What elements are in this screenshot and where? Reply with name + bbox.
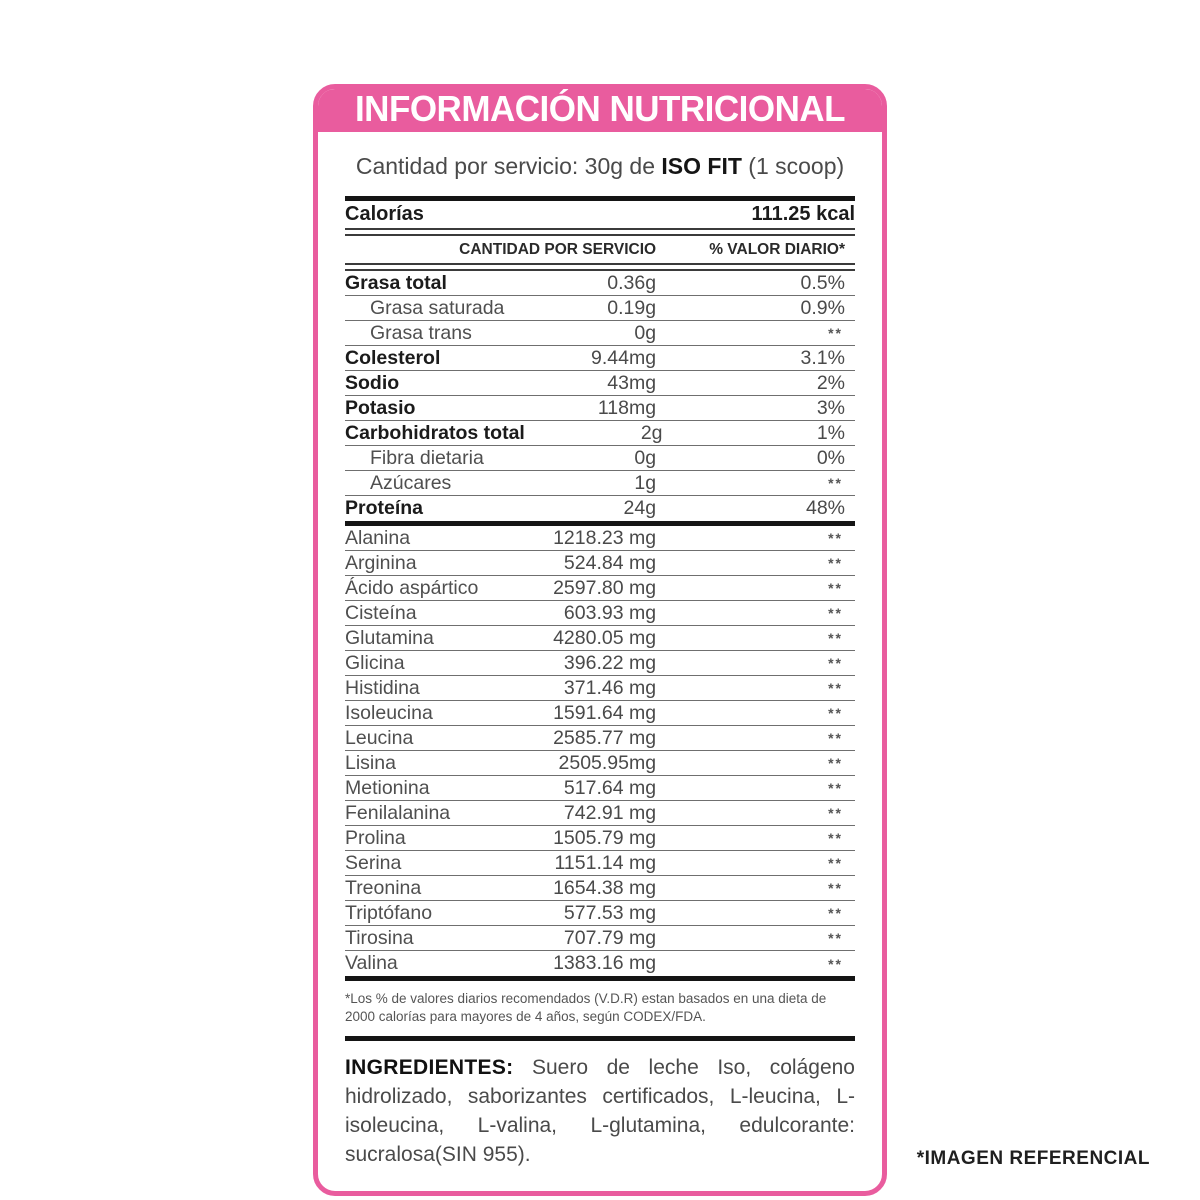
row-amount: 0g bbox=[634, 321, 657, 344]
reference-image-note: *IMAGEN REFERENCIAL bbox=[916, 1148, 1150, 1169]
row-label: Sodio bbox=[345, 371, 400, 394]
page-title: INFORMACIÓN NUTRICIONAL bbox=[354, 89, 846, 130]
row-daily-value: 0.5% bbox=[800, 271, 845, 294]
row-label: Azúcares bbox=[370, 471, 452, 494]
row-amount: 1383.16 mg bbox=[553, 952, 657, 974]
row-amount: 603.93 mg bbox=[563, 601, 657, 624]
row-label: Arginina bbox=[345, 551, 417, 574]
row-label: Alanina bbox=[345, 526, 411, 549]
table-row bbox=[345, 496, 855, 521]
table-row bbox=[345, 271, 855, 296]
row-amount: 371.46 mg bbox=[563, 676, 657, 699]
row-label: Isoleucina bbox=[345, 701, 433, 724]
table-row bbox=[345, 701, 855, 726]
row-amount: 1151.14 mg bbox=[554, 851, 657, 874]
table-row bbox=[345, 421, 855, 446]
label-body bbox=[318, 153, 882, 1191]
row-daily-value: 48% bbox=[805, 497, 845, 519]
table-row bbox=[345, 321, 855, 346]
row-amount: 1g bbox=[634, 471, 657, 494]
table-row bbox=[345, 751, 855, 776]
row-daily-value: ** bbox=[828, 555, 843, 571]
row-daily-value: ** bbox=[828, 955, 843, 972]
row-amount: 1591.64 mg bbox=[553, 701, 657, 724]
row-daily-value: ** bbox=[828, 580, 843, 596]
table-row bbox=[345, 551, 855, 576]
row-amount: 1218.23 mg bbox=[553, 526, 657, 549]
row-daily-value: 3% bbox=[816, 396, 845, 419]
table-row bbox=[345, 826, 855, 851]
row-amount: 2g bbox=[640, 421, 663, 444]
row-amount: 577.53 mg bbox=[563, 901, 657, 924]
row-amount: 4280.05 mg bbox=[553, 626, 657, 649]
row-label: Leucina bbox=[345, 726, 414, 749]
table-row bbox=[345, 651, 855, 676]
table-row bbox=[345, 951, 855, 976]
row-label: Grasa saturada bbox=[370, 296, 505, 319]
row-amount: 43mg bbox=[607, 371, 657, 394]
row-amount: 1654.38 mg bbox=[553, 876, 657, 899]
nutrition-label bbox=[313, 84, 887, 1196]
row-label: Prolina bbox=[345, 826, 406, 849]
row-amount: 524.84 mg bbox=[563, 551, 657, 574]
row-amount: 2585.77 mg bbox=[553, 726, 657, 749]
table-row bbox=[345, 926, 855, 951]
row-daily-value: 0.9% bbox=[800, 296, 845, 319]
row-daily-value: 0% bbox=[816, 446, 845, 469]
row-amount: 0g bbox=[634, 446, 657, 469]
row-daily-value: ** bbox=[828, 905, 843, 921]
row-amount: 0.19g bbox=[607, 296, 657, 319]
row-label: Grasa total bbox=[345, 271, 447, 294]
row-daily-value: ** bbox=[828, 705, 843, 721]
row-daily-value: ** bbox=[828, 680, 843, 696]
row-daily-value: ** bbox=[828, 880, 843, 896]
row-label: Proteína bbox=[345, 497, 424, 519]
calories-row bbox=[345, 201, 855, 228]
label-title-banner bbox=[317, 88, 883, 132]
row-daily-value: ** bbox=[828, 325, 843, 341]
row-label: Valina bbox=[345, 952, 398, 974]
row-amount: 24g bbox=[623, 497, 657, 519]
row-label: Tirosina bbox=[345, 926, 414, 949]
row-label: Glicina bbox=[345, 651, 405, 674]
table-row bbox=[345, 526, 855, 551]
row-label: Fenilalanina bbox=[345, 801, 451, 824]
row-label: Serina bbox=[345, 851, 402, 874]
table-row bbox=[345, 446, 855, 471]
double-rule bbox=[345, 263, 855, 271]
row-amount: 0.36g bbox=[607, 271, 657, 294]
row-label: Metionina bbox=[345, 776, 430, 799]
row-daily-value: ** bbox=[828, 755, 843, 771]
heavy-rule-footnote-end bbox=[345, 1036, 855, 1041]
table-row bbox=[345, 396, 855, 421]
row-label: Treonina bbox=[345, 876, 422, 899]
row-daily-value: ** bbox=[828, 780, 843, 796]
row-amount: 707.79 mg bbox=[563, 926, 657, 949]
double-rule bbox=[345, 228, 855, 236]
table-row bbox=[345, 601, 855, 626]
row-amount: 742.91 mg bbox=[563, 801, 657, 824]
row-label: Cisteína bbox=[345, 601, 417, 624]
row-daily-value: ** bbox=[828, 730, 843, 746]
ingredients-list: Suero de leche Iso, colágeno hidrolizado, saborizantes certificados, L-leucina, L-isoleucina, L-valina, L-glutamina, edulcorante: sucralosa(SIN 955). bbox=[345, 1056, 855, 1166]
table-row bbox=[345, 876, 855, 901]
row-amount: 2505.95mg bbox=[558, 751, 657, 774]
daily-value-column-header: % VALOR DIARIO* bbox=[709, 240, 845, 258]
row-amount: 2597.80 mg bbox=[553, 576, 657, 599]
serving-suffix: (1 scoop) bbox=[741, 153, 845, 179]
row-label: Triptófano bbox=[345, 901, 433, 924]
table-row bbox=[345, 346, 855, 371]
amount-column-header: CANTIDAD POR SERVICIO bbox=[459, 240, 657, 258]
table-row bbox=[345, 471, 855, 496]
row-label: Histidina bbox=[345, 676, 420, 699]
row-daily-value: ** bbox=[828, 805, 843, 821]
row-amount: 118mg bbox=[597, 396, 657, 419]
ingredients-text bbox=[345, 1053, 855, 1169]
calories-label: Calorías bbox=[345, 203, 424, 225]
daily-value-footnote: *Los % de valores diarios recomendados (V.D.R) estan basados en una dieta de 2000 calorías para mayores de 4 años, según CODEX/FDA. bbox=[345, 991, 827, 1024]
row-label: Grasa trans bbox=[370, 321, 472, 344]
row-daily-value: 2% bbox=[816, 371, 845, 394]
row-daily-value: ** bbox=[828, 655, 843, 671]
table-row bbox=[345, 851, 855, 876]
row-daily-value: ** bbox=[828, 530, 843, 546]
row-amount: 396.22 mg bbox=[563, 651, 657, 674]
row-amount: 9.44mg bbox=[591, 346, 657, 369]
row-amount: 1505.79 mg bbox=[553, 826, 657, 849]
table-row bbox=[345, 371, 855, 396]
row-label: Ácido aspártico bbox=[345, 576, 479, 599]
table-row bbox=[345, 626, 855, 651]
row-label: Fibra dietaria bbox=[370, 446, 484, 469]
row-daily-value: ** bbox=[828, 930, 843, 946]
row-label: Colesterol bbox=[345, 346, 441, 369]
row-label: Glutamina bbox=[345, 626, 434, 649]
row-daily-value: ** bbox=[828, 855, 843, 871]
table-row bbox=[345, 901, 855, 926]
row-label: Lisina bbox=[345, 751, 396, 774]
serving-prefix: Cantidad por servicio: 30g de bbox=[355, 153, 662, 179]
table-row bbox=[345, 576, 855, 601]
row-amount: 517.64 mg bbox=[563, 776, 657, 799]
row-daily-value: ** bbox=[828, 605, 843, 621]
amino-acid-table bbox=[345, 526, 855, 976]
table-row bbox=[345, 726, 855, 751]
row-daily-value: ** bbox=[828, 630, 843, 646]
table-row bbox=[345, 296, 855, 321]
row-daily-value: ** bbox=[828, 830, 843, 846]
table-row bbox=[345, 776, 855, 801]
calories-value: 111.25 kcal bbox=[751, 203, 855, 225]
column-headers bbox=[345, 236, 855, 263]
serving-line bbox=[345, 153, 855, 180]
ingredients-label: INGREDIENTES: bbox=[345, 1056, 514, 1079]
nutrient-table bbox=[345, 271, 855, 521]
row-daily-value: ** bbox=[828, 475, 843, 491]
row-daily-value: 3.1% bbox=[800, 346, 845, 369]
brand-name: ISO FIT bbox=[661, 153, 742, 179]
table-row bbox=[345, 801, 855, 826]
row-label: Carbohidratos total bbox=[345, 421, 525, 444]
row-label: Potasio bbox=[345, 396, 416, 419]
table-row bbox=[345, 676, 855, 701]
row-daily-value: 1% bbox=[816, 421, 845, 444]
